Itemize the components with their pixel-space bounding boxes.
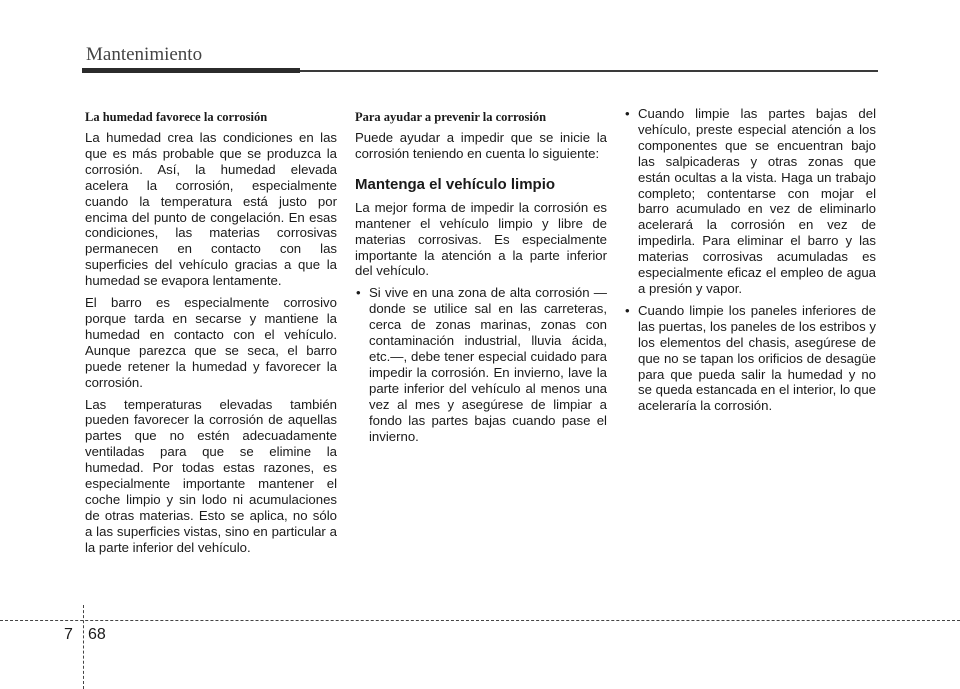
column-3 xyxy=(624,106,876,420)
subhead-humidity: La humedad favorece la corrosión xyxy=(85,110,268,124)
paragraph: La mejor forma de impedir la corrosión es mantener el vehículo limpio y libre de materias corrosivas. Es especialmente importante la atención a la parte inferior del vehículo. xyxy=(355,199,607,279)
bullet-icon: • xyxy=(356,285,361,301)
chapter-number: 7 xyxy=(64,626,73,643)
subhead-prevent-corrosion: Para ayudar a prevenir la corrosión xyxy=(355,110,547,124)
bullet-list xyxy=(624,106,876,414)
paragraph: Las temperaturas elevadas también pueden favorecer la corrosión de aquellas partes que no estén adecuadamente ventiladas para que se elimine la humedad. Por todas estas razones, es especialmente importante mantener el coche limpio y sin lodo ni acumulaciones de otras materias. Esto se aplica, no sólo a las superficies vistas, sino en particular a la parte inferior del vehículo. xyxy=(85,396,337,555)
footer-rule-horizontal xyxy=(0,620,960,621)
list-item xyxy=(624,106,876,297)
paragraph: El barro es especialmente corrosivo porque tarda en secarse y mantiene la humedad en contacto con el vehículo. Aunque parezca que se seca, el barro puede retener la humedad y favorecer la corrosión. xyxy=(85,295,337,390)
paragraph: La humedad crea las condiciones en las que es más probable que se produzca la corrosión. Así, la humedad elevada acelera la corrosión, especialmente cuando la temperatura está justo por encima del punto de congelación. En esas condiciones, las materias corrosivas permanecen en contacto con las superficies del vehículo gracias a que la humedad se evapora lentamente. xyxy=(85,130,337,289)
list-item xyxy=(355,285,607,444)
header-rule-thick xyxy=(82,68,300,73)
bullet-icon: • xyxy=(625,106,630,121)
list-item-text: Cuando limpie los paneles inferiores de las puertas, los paneles de los estribos y los elementos del chasis, asegúrese de que no se tapan los orificios de desagüe para que pueda salir la humedad y no se queda estancada en el interior, lo que aceleraría la corrosión. xyxy=(638,302,876,414)
list-item xyxy=(624,303,876,414)
list-item-text: Cuando limpie las partes bajas del vehículo, preste especial atención a los componentes que se encuentran bajo las salpicaderas y otras zonas que están ocultas a la vista. Haga un trabajo completo; contentarse con mojar el barro acumulado en vez de eliminarlo acelerará la corrosión en vez de impedirla. Para eliminar el barro y las materias corrosivas acumuladas es especialmente eficaz el empleo de agua a presión y vapor. xyxy=(638,106,876,296)
page-number: 68 xyxy=(88,626,106,643)
bullet-icon: • xyxy=(625,302,630,318)
section-title: Mantenga el vehículo limpio xyxy=(355,175,556,193)
bullet-list xyxy=(355,285,607,444)
column-1 xyxy=(85,110,337,562)
column-2 xyxy=(355,110,607,450)
header-rule-thin xyxy=(300,70,878,72)
list-item-text: Si vive en una zona de alta corrosión — donde se utilice sal en las carreteras, cerca de zonas marinas, zonas con contaminación industrial, lluvia ácida, etc.—, debe tener especial cuidado para impedir la corrosión. En invierno, lave la parte inferior del vehículo al menos una vez al mes y asegúrese de limpiar a fondo las partes bajas cuando pase el invierno. xyxy=(369,285,607,444)
page-header-title: Mantenimiento xyxy=(86,44,203,65)
paragraph: Puede ayudar a impedir que se inicie la corrosión teniendo en cuenta lo siguiente: xyxy=(355,130,607,161)
footer-rule-vertical xyxy=(83,605,84,689)
